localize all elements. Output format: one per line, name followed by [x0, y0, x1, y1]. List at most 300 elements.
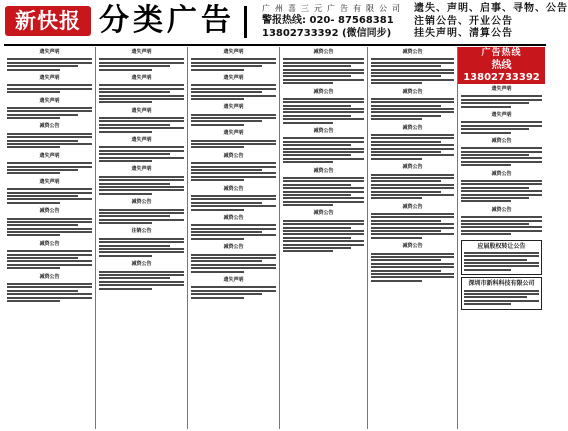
text-line — [99, 281, 184, 283]
text-line — [99, 117, 184, 119]
notice-title: 减资公告 — [402, 124, 423, 131]
text-line — [7, 267, 60, 269]
text-line — [371, 227, 454, 229]
text-line — [99, 131, 152, 133]
notice-title: 遗失声明 — [223, 49, 244, 55]
text-line — [7, 88, 92, 90]
text-line — [191, 117, 276, 119]
notice-body — [191, 137, 276, 148]
classified-notice — [458, 205, 545, 238]
text-line — [7, 228, 92, 230]
classified-notice — [458, 84, 545, 110]
text-line — [283, 62, 364, 64]
text-line — [7, 69, 60, 71]
text-line — [461, 99, 542, 101]
notice-title: 遗失声明 — [223, 104, 244, 111]
classified-notice — [96, 135, 187, 164]
notice-body — [191, 251, 276, 272]
text-line — [371, 280, 422, 282]
text-line — [371, 266, 454, 268]
notice-body — [191, 193, 276, 211]
text-line — [7, 202, 60, 204]
classified-notice — [368, 123, 457, 163]
page-header — [0, 0, 568, 44]
text-line — [371, 82, 422, 84]
category-line: 挂失声明、清算公告 — [414, 28, 513, 39]
text-line — [283, 240, 364, 242]
classified-notice — [96, 197, 187, 226]
text-line — [7, 58, 92, 60]
text-line — [191, 293, 262, 295]
text-line — [283, 247, 351, 249]
notice-title: 遗失声明 — [39, 97, 60, 104]
text-line — [371, 194, 454, 196]
notice-title: 遗失声明 — [39, 74, 60, 81]
text-line — [283, 154, 351, 156]
notice-title: 遗失声明 — [491, 86, 512, 92]
notice-title: 减资公告 — [39, 273, 60, 280]
text-line — [371, 72, 454, 74]
notice-title: 减资公告 — [313, 210, 334, 217]
text-line — [99, 241, 184, 243]
notice-body — [7, 105, 92, 120]
classified-notice — [188, 242, 279, 275]
classified-notice — [4, 272, 95, 305]
text-line — [191, 124, 244, 126]
text-line — [99, 222, 152, 224]
text-line — [461, 233, 511, 235]
classified-notice — [368, 202, 457, 242]
text-line — [283, 144, 351, 146]
text-line — [191, 260, 262, 262]
notice-body — [99, 115, 184, 133]
text-line — [191, 195, 276, 197]
text-line — [371, 256, 454, 258]
text-line — [371, 108, 454, 110]
notice-title: 减资公告 — [39, 240, 60, 247]
text-line — [461, 157, 542, 159]
text-line — [371, 134, 454, 136]
text-line — [464, 293, 539, 295]
text-line — [283, 197, 364, 199]
text-line — [7, 290, 78, 292]
classified-notice — [368, 47, 457, 87]
text-line — [99, 88, 184, 90]
text-line — [7, 297, 92, 299]
text-line — [461, 226, 542, 228]
text-line — [99, 101, 152, 103]
text-line — [371, 137, 454, 139]
text-line — [191, 95, 276, 97]
text-line — [371, 220, 441, 222]
notice-body — [371, 96, 454, 121]
notice-title: 遗失声明 — [39, 49, 60, 55]
text-line — [371, 233, 454, 235]
notice-body — [461, 178, 542, 203]
classified-notice — [280, 166, 367, 209]
text-line — [7, 91, 60, 93]
text-line — [191, 267, 276, 269]
text-line — [7, 188, 92, 190]
text-line — [191, 176, 276, 178]
classified-notice — [4, 151, 95, 177]
text-line — [99, 95, 184, 97]
text-line — [283, 237, 351, 239]
text-line — [191, 58, 276, 60]
notice-title: 遗失声明 — [131, 166, 152, 173]
notice-body — [461, 145, 542, 166]
text-line — [461, 194, 542, 196]
text-line — [191, 257, 276, 259]
notice-body — [283, 175, 364, 207]
text-line — [191, 228, 276, 230]
text-line — [7, 65, 78, 67]
classified-notice — [461, 240, 542, 276]
text-line — [7, 114, 78, 116]
text-line — [371, 180, 441, 182]
notice-body — [283, 135, 364, 163]
notice-body — [7, 56, 92, 71]
text-line — [99, 183, 170, 185]
text-line — [371, 187, 454, 189]
text-line — [283, 108, 364, 110]
notice-title: 减资公告 — [39, 208, 60, 215]
text-line — [283, 191, 364, 193]
text-line — [371, 151, 441, 153]
text-line — [371, 259, 441, 261]
text-line — [461, 125, 542, 127]
text-line — [191, 140, 276, 142]
notice-title: 遗失声明 — [131, 137, 152, 144]
text-line — [99, 160, 152, 162]
notice-title: 减资公告 — [313, 49, 334, 55]
classified-notice — [96, 164, 187, 197]
classified-notice — [4, 47, 95, 73]
text-line — [461, 187, 529, 189]
text-line — [461, 230, 542, 232]
classified-notice — [4, 177, 95, 206]
text-line — [99, 58, 184, 60]
text-line — [371, 154, 454, 156]
text-line — [99, 176, 184, 178]
text-line — [371, 276, 454, 278]
text-line — [99, 153, 170, 155]
text-line — [7, 195, 78, 197]
text-line — [371, 62, 454, 64]
text-line — [7, 84, 92, 86]
text-line — [371, 177, 454, 179]
notice-body — [464, 250, 539, 271]
classified-notice — [4, 239, 95, 272]
text-line — [99, 209, 184, 211]
text-line — [283, 137, 364, 139]
notice-body — [461, 93, 542, 108]
text-line — [283, 184, 351, 186]
text-line — [283, 75, 351, 77]
notice-title: 减资公告 — [223, 244, 244, 251]
text-line — [191, 254, 276, 256]
text-line — [191, 264, 276, 266]
text-line — [461, 190, 542, 192]
text-line — [371, 141, 441, 143]
text-line — [99, 288, 152, 290]
notice-title: 深圳市新科科技有限公司 — [468, 280, 535, 288]
text-line — [283, 161, 333, 163]
notice-body — [7, 215, 92, 236]
text-line — [99, 84, 184, 86]
text-line — [99, 91, 170, 93]
notice-body — [191, 284, 276, 299]
text-line — [99, 150, 184, 152]
classified-notice — [188, 151, 279, 184]
text-line — [7, 260, 92, 262]
text-line — [283, 233, 364, 235]
text-line — [283, 180, 364, 182]
notice-title: 减资公告 — [402, 203, 423, 210]
notice-body — [99, 82, 184, 103]
text-line — [464, 296, 527, 298]
classified-notice — [188, 47, 279, 73]
text-line — [7, 133, 92, 135]
text-line — [7, 192, 92, 194]
text-line — [461, 147, 542, 149]
text-line — [371, 253, 454, 255]
text-line — [461, 180, 542, 182]
text-line — [7, 62, 92, 64]
notice-body — [7, 281, 92, 302]
ad-column — [280, 47, 368, 429]
notice-body — [461, 119, 542, 134]
classified-notice — [461, 277, 542, 309]
classified-notice — [4, 96, 95, 122]
text-line — [99, 157, 184, 159]
text-line — [283, 118, 364, 120]
notice-body — [283, 217, 364, 252]
notice-body — [99, 235, 184, 256]
notice-body — [371, 56, 454, 84]
notice-title: 减资公告 — [402, 49, 423, 55]
text-line — [371, 101, 454, 103]
text-line — [7, 221, 92, 223]
classified-notice — [368, 87, 457, 123]
text-line — [191, 146, 244, 148]
notice-body — [7, 160, 92, 175]
text-line — [191, 120, 262, 122]
ad-column — [458, 47, 545, 429]
text-line — [99, 248, 184, 250]
text-line — [191, 238, 244, 240]
text-line — [99, 277, 170, 279]
text-line — [371, 197, 422, 199]
text-line — [7, 117, 60, 119]
text-line — [7, 224, 78, 226]
text-line — [191, 91, 262, 93]
text-line — [191, 179, 244, 181]
classified-notice — [4, 73, 95, 96]
text-line — [461, 220, 542, 222]
text-line — [191, 198, 276, 200]
text-line — [461, 161, 542, 163]
text-line — [99, 127, 184, 129]
text-line — [283, 69, 364, 71]
text-line — [371, 144, 454, 146]
text-line — [191, 143, 276, 145]
notice-title: 注销公告 — [131, 228, 152, 235]
text-line — [371, 158, 422, 160]
notice-body — [99, 56, 184, 71]
text-line — [464, 269, 511, 271]
notice-title: 减资公告 — [131, 261, 152, 268]
text-line — [191, 202, 262, 204]
text-line — [461, 216, 542, 218]
text-line — [191, 209, 244, 211]
text-line — [283, 194, 351, 196]
text-line — [464, 300, 539, 302]
text-line — [7, 254, 92, 256]
notice-body — [99, 268, 184, 289]
hotline-phone: 警报热线: 020- 87568381 — [262, 15, 394, 26]
classified-notice — [280, 47, 367, 87]
header-divider — [244, 6, 247, 38]
text-line — [99, 271, 184, 273]
notice-body — [371, 171, 454, 199]
text-line — [7, 143, 92, 145]
text-line — [99, 189, 184, 191]
text-line — [283, 98, 364, 100]
text-line — [7, 231, 92, 233]
notice-body — [7, 186, 92, 204]
text-line — [283, 101, 364, 103]
classified-notice — [96, 259, 187, 292]
text-line — [371, 148, 454, 150]
classified-notice — [280, 126, 367, 166]
text-line — [371, 174, 454, 176]
notice-body — [191, 111, 276, 126]
classified-notice — [280, 208, 367, 254]
text-line — [283, 227, 351, 229]
text-line — [7, 166, 92, 168]
ad-column — [4, 47, 96, 429]
classified-notice — [96, 106, 187, 135]
notice-body — [371, 211, 454, 239]
text-line — [461, 132, 511, 134]
hotline-tag: 广告热线 — [458, 47, 545, 60]
text-line — [283, 148, 364, 150]
text-line — [99, 193, 152, 195]
text-line — [7, 257, 78, 259]
text-line — [461, 164, 511, 166]
text-line — [371, 213, 454, 215]
notice-body — [283, 56, 364, 84]
text-line — [371, 111, 454, 113]
notice-title: 减资公告 — [402, 243, 423, 250]
notice-title: 减资公告 — [402, 88, 423, 95]
notice-title: 遗失声明 — [39, 178, 60, 185]
ad-column — [368, 47, 458, 429]
text-line — [464, 265, 539, 267]
text-line — [99, 274, 184, 276]
classified-notice — [280, 87, 367, 127]
text-line — [371, 191, 441, 193]
text-line — [99, 238, 184, 240]
text-line — [7, 234, 60, 236]
text-line — [191, 297, 244, 299]
text-line — [371, 216, 454, 218]
text-line — [283, 220, 364, 222]
text-line — [99, 62, 184, 64]
text-line — [461, 183, 542, 185]
text-line — [283, 158, 364, 160]
text-line — [371, 270, 441, 272]
text-line — [7, 218, 92, 220]
text-line — [99, 124, 170, 126]
text-line — [191, 65, 262, 67]
text-line — [461, 121, 542, 123]
notice-title: 减资公告 — [131, 199, 152, 206]
notice-title: 遗失声明 — [223, 74, 244, 81]
text-line — [7, 136, 92, 138]
notice-body — [283, 96, 364, 124]
classified-notice — [188, 73, 279, 102]
text-line — [99, 284, 184, 286]
ad-column — [188, 47, 280, 429]
text-line — [191, 290, 276, 292]
text-line — [461, 197, 529, 199]
section-title: 分类广告 — [99, 3, 235, 38]
notice-title: 遗失声明 — [491, 111, 512, 118]
text-line — [191, 98, 244, 100]
text-line — [283, 230, 364, 232]
text-line — [7, 286, 92, 288]
text-line — [191, 172, 276, 174]
text-line — [283, 151, 364, 153]
hotline-mobile: 13802733392 (微信同步) — [262, 28, 392, 39]
notice-title: 遗失声明 — [131, 107, 152, 114]
text-line — [464, 303, 511, 305]
text-line — [461, 128, 529, 130]
notice-body — [191, 222, 276, 240]
text-line — [99, 179, 184, 181]
text-line — [191, 286, 276, 288]
text-line — [191, 114, 276, 116]
text-line — [371, 69, 454, 71]
text-line — [283, 79, 364, 81]
classified-notice — [188, 275, 279, 301]
text-line — [283, 187, 364, 189]
text-line — [371, 115, 441, 117]
text-line — [99, 146, 184, 148]
text-line — [99, 65, 170, 67]
text-line — [464, 255, 539, 257]
notice-title: 应届股权转让公告 — [477, 242, 526, 250]
notice-body — [99, 144, 184, 162]
text-line — [191, 69, 244, 71]
text-line — [191, 62, 276, 64]
company-name: 广州喜三元广告有限公司 — [262, 4, 405, 13]
text-line — [191, 88, 276, 90]
text-line — [283, 72, 364, 74]
text-line — [283, 115, 351, 117]
text-line — [461, 95, 542, 97]
text-line — [371, 263, 454, 265]
text-line — [99, 212, 184, 214]
classified-notice — [4, 121, 95, 150]
notice-body — [99, 173, 184, 194]
text-line — [99, 219, 184, 221]
notice-body — [371, 250, 454, 282]
text-line — [7, 140, 78, 142]
text-line — [191, 205, 276, 207]
